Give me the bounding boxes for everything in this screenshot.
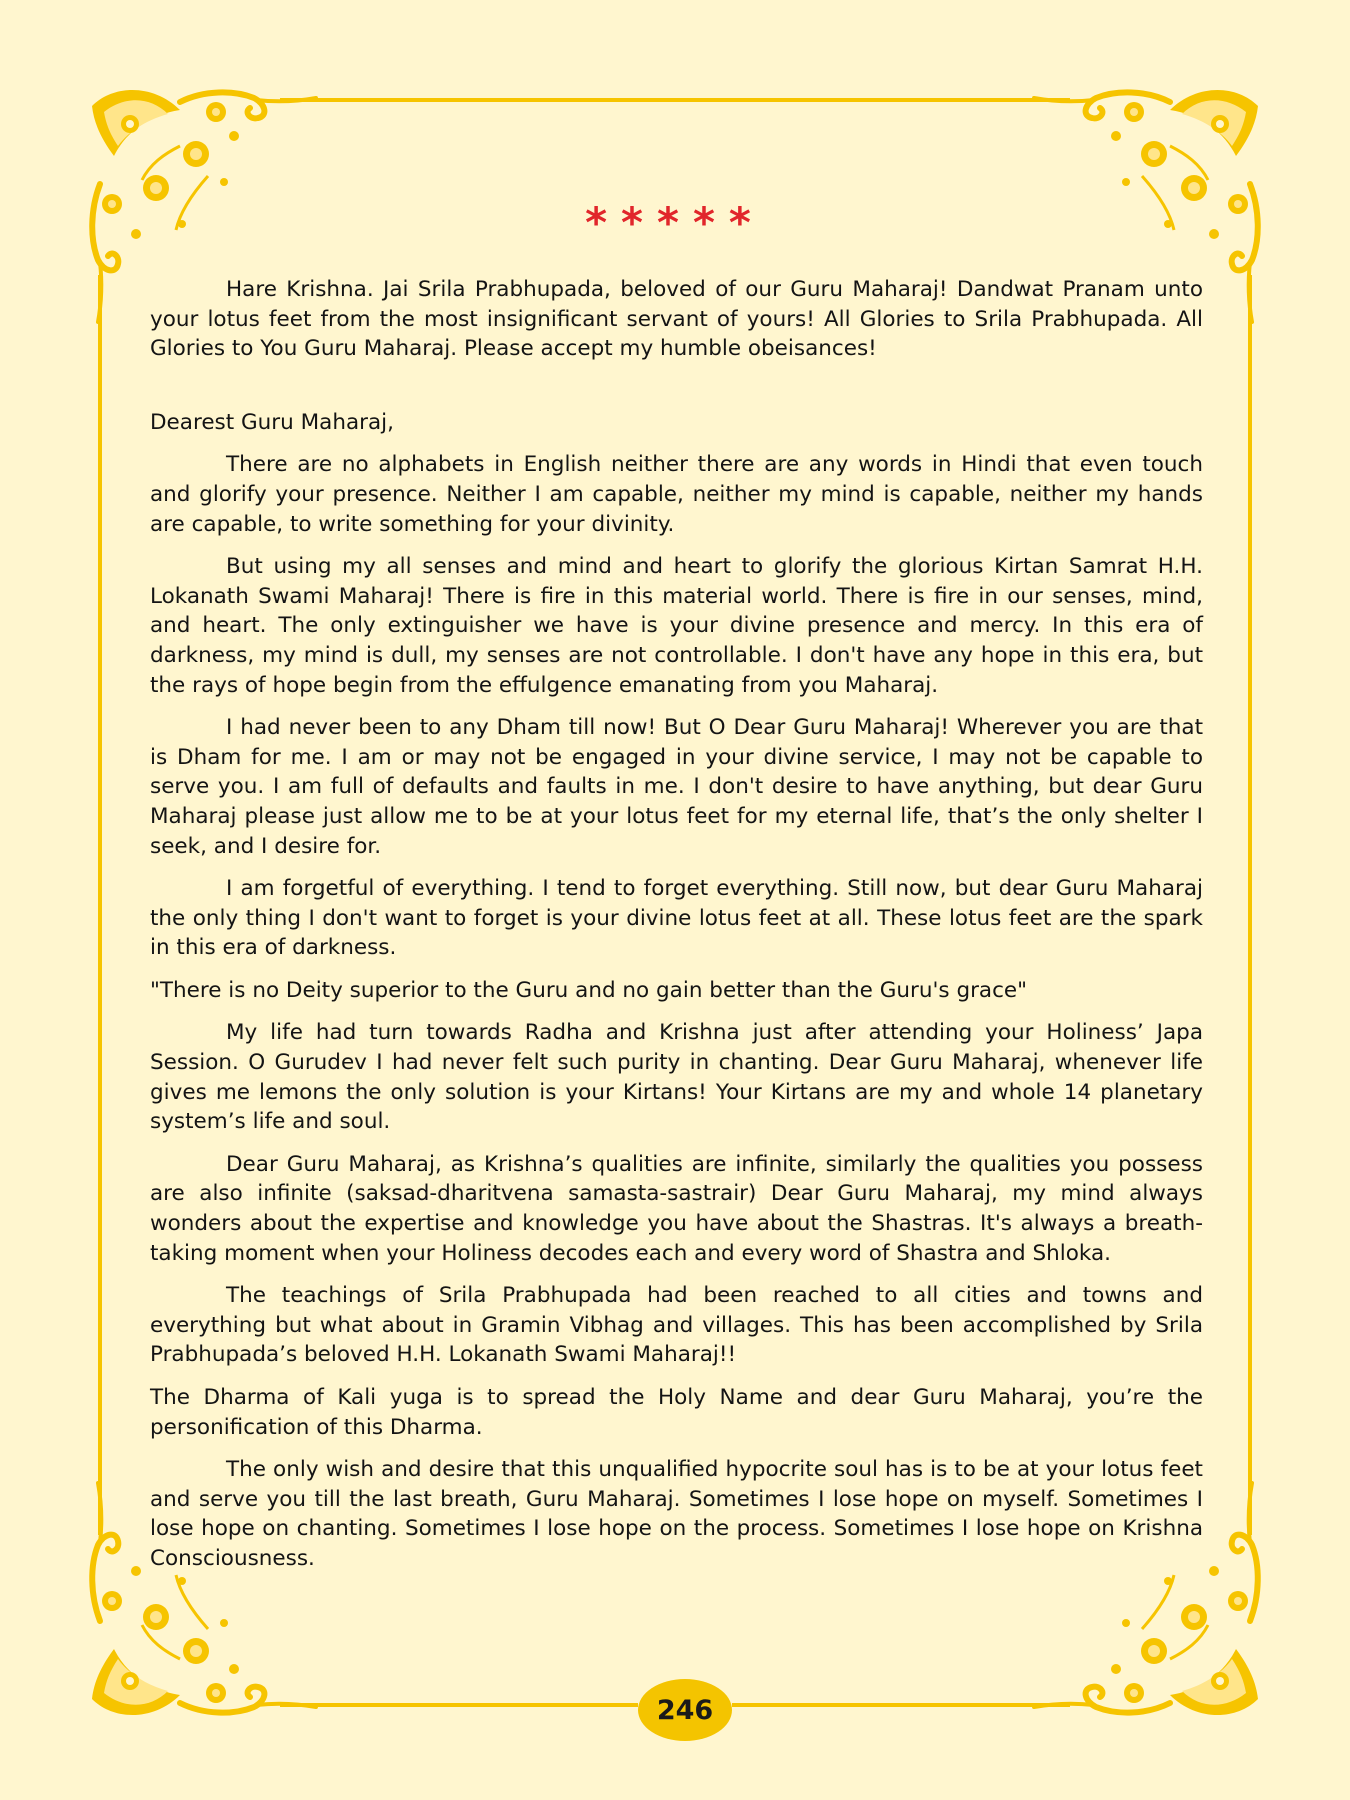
body-paragraph: There are no alphabets in English neither there are any words in Hindi that even touch and glorify your presence. Neither I am capable, neither my mind is capable, neither my hands are capable, to write something for your divinity. — [150, 452, 1203, 537]
body-paragraph: My life had turn towards Radha and Krishna just after attending your Holiness’ Japa Session. O Gurudev I had never felt such purity in chanting. Dear Guru Maharaj, whenever life gives me lemons the only solution is your Kirtans! Your Kirtans are my and whole 14 planetary system’s life and soul. — [150, 1020, 1203, 1135]
body-paragraph: But using my all senses and mind and heart to glorify the glorious Kirtan Samrat H.H. Lokanath Swami Maharaj! There is fire in this material world. There is fire in our senses, mind, and heart. The only extinguisher we have is your divine presence and mercy. In this era of darkness, my mind is dull, my senses are not controllable. I don't have any hope in this era, but the rays of hope begin from the effulgence emanating from you Maharaj. — [150, 554, 1203, 698]
quote-paragraph: "There is no Deity superior to the Guru and no gain better than the Guru's grace" — [150, 977, 1028, 1003]
body-paragraph: I had never been to any Dham till now! But O Dear Guru Maharaj! Wherever you are that is Dham for me. I am or may not be engaged in your divine service, I may not be capable to serve you. I am full of defaults and faults in me. I don't desire to have anything, but dear Guru Maharaj please just allow me to be at your lotus feet for my eternal life, that’s the only shelter I seek, and I desire for. — [150, 715, 1203, 859]
body-paragraph: I am forgetful of everything. I tend to forget everything. Still now, but dear Guru Maharaj the only thing I don't want to forget is your divine lotus feet at all. These lotus feet are the spark in this era of darkness. — [150, 876, 1203, 961]
opening-paragraph: Hare Krishna. Jai Srila Prabhupada, beloved of our Guru Maharaj! Dandwat Pranam unto your lotus feet from the most insignificant servant of yours! All Glories to Srila Prabhupada. All Glories to You Guru Maharaj. Please accept my humble obeisances! — [150, 277, 1203, 362]
body-paragraph: The Dharma of Kali yuga is to spread the Holy Name and dear Guru Maharaj, you’re the personification of this Dharma. — [150, 1385, 1203, 1440]
body-paragraph: Dear Guru Maharaj, as Krishna’s qualities are infinite, similarly the qualities you possess are also infinite (saksad-dharitvena samasta-sastrair) Dear Guru Maharaj, my mind always wonders about the expertise and knowledge you have about the Shastras. It's always a breath-taking moment when your Holiness decodes each and every word of Shastra and Shloka. — [150, 1151, 1203, 1266]
page-number-badge: 246 — [638, 1679, 732, 1741]
body-paragraph: The only wish and desire that this unqualified hypocrite soul has is to be at your lotus feet and serve you till the last breath, Guru Maharaj. Sometimes I lose hope on myself. Sometimes I lose hope on chanting. Sometimes I lose hope on the process. Sometimes I lose hope on Krishna Consciousness. — [150, 1457, 1203, 1571]
section-separator-stars: ***** — [585, 198, 765, 247]
letter-body — [150, 275, 1203, 1587]
body-paragraph: The teachings of Srila Prabhupada had been reached to all cities and towns and everything but what about in Gramin Vibhag and villages. This has been accomplished by Srila Prabhupada’s beloved H.H. Lokanath Swami Maharaj!! — [150, 1283, 1203, 1368]
salutation: Dearest Guru Maharaj, — [150, 409, 394, 435]
